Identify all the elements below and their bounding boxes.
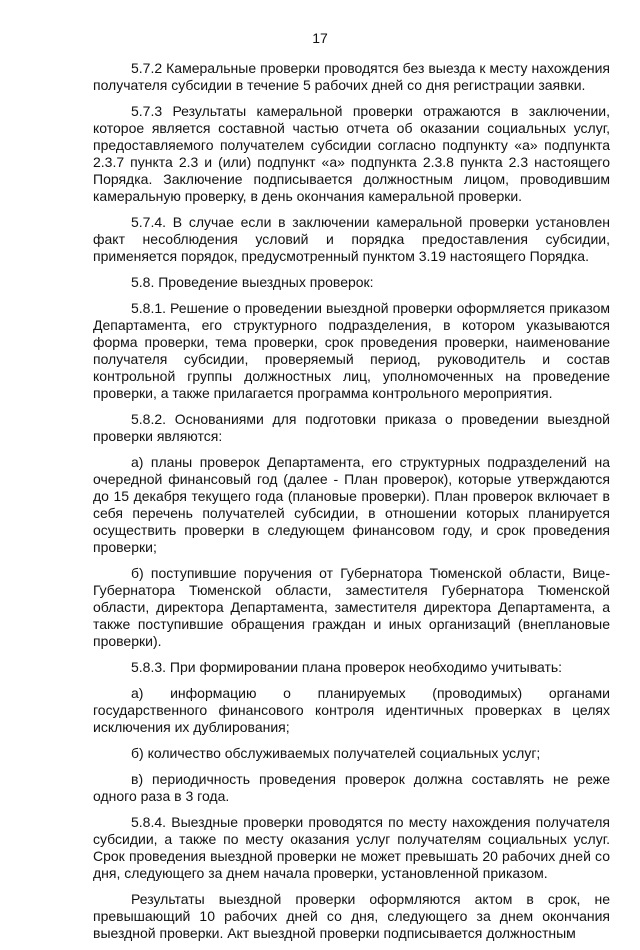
paragraph-inspection-results: Результаты выездной проверки оформляются актом в срок, не превышающий 10 рабочих дней со дня, следующего за днем окончания выездной проверки. Акт выездной проверки подписывается должностным xyxy=(93,891,610,941)
paragraph-5-8-3: 5.8.3. При формировании плана проверок необходимо учитывать: xyxy=(131,659,563,675)
page-number: 17 xyxy=(312,30,328,46)
paragraph-5-7-3: 5.7.3 Результаты камеральной проверки отражаются в заключении, которое является составной частью отчета об оказании социальных услуг, предоставляемого получателем субсидии согласно подпункту «а» подпункта 2.3.7 пункта 2.3 и (или) подпункт «а» подпункта 2.3.8 пункта 2.3 настоящего Порядка. Заключение подписывается должностным лицом, проводившим камеральную проверку, в день окончания камеральной проверки. xyxy=(93,103,610,204)
paragraph-5-8-3-a: а) информацию о планируемых (проводимых) органами государственного финансового контроля идентичных проверках в целях исключения их дублирования; xyxy=(93,685,610,735)
document-body xyxy=(93,60,610,950)
paragraph-5-7-4: 5.7.4. В случае если в заключении камеральной проверки установлен факт несоблюдения условий и порядка предоставления субсидии, применяется порядок, предусмотренный пунктом 3.19 настоящего Порядка. xyxy=(93,214,610,264)
paragraph-5-8-1: 5.8.1. Решение о проведении выездной проверки оформляется приказом Департамента, его структурного подразделения, в котором указываются форма проверки, тема проверки, срок проведения проверки, наименование получателя субсидии, проверяемый период, руководитель и состав контрольной группы должностных лиц, уполномоченных на проведение проверки, а также прилагается программа контрольного мероприятия. xyxy=(93,300,610,401)
paragraph-5-8-2-a: а) планы проверок Департамента, его структурных подразделений на очередной финансовый год (далее - План проверок), которые утверждаются до 15 декабря текущего года (плановые проверки). План проверок включает в себя перечень получателей субсидии, в отношении которых планируется осуществить проверки в следующем финансовом году, и срок проведения проверки; xyxy=(93,454,610,555)
paragraph-5-8-3-v: в) периодичность проведения проверок должна составлять не реже одного раза в 3 года. xyxy=(93,771,610,804)
paragraph-5-8-2: 5.8.2. Основаниями для подготовки приказа о проведении выездной проверки являются: xyxy=(93,411,610,444)
paragraph-5-8-4: 5.8.4. Выездные проверки проводятся по месту нахождения получателя субсидии, а также по месту оказания услуг получателям социальных услуг. Срок проведения выездной проверки не может превышать 20 рабочих дней со дня, следующего за днем начала проверки, установленной приказом. xyxy=(93,814,610,881)
paragraph-5-7-2: 5.7.2 Камеральные проверки проводятся без выезда к месту нахождения получателя субсидии в течение 5 рабочих дней со дня регистрации заявки. xyxy=(93,60,610,93)
paragraph-5-8-2-b: б) поступившие поручения от Губернатора Тюменской области, Вице-Губернатора Тюменской области, заместителя Губернатора Тюменской области, директора Департамента, заместителя директора Департамента, а также поступившие обращения граждан и иных организаций (внеплановые проверки). xyxy=(93,565,610,649)
paragraph-5-8-3-b: б) количество обслуживаемых получателей социальных услуг; xyxy=(131,745,541,761)
paragraph-5-8: 5.8. Проведение выездных проверок: xyxy=(131,274,374,290)
